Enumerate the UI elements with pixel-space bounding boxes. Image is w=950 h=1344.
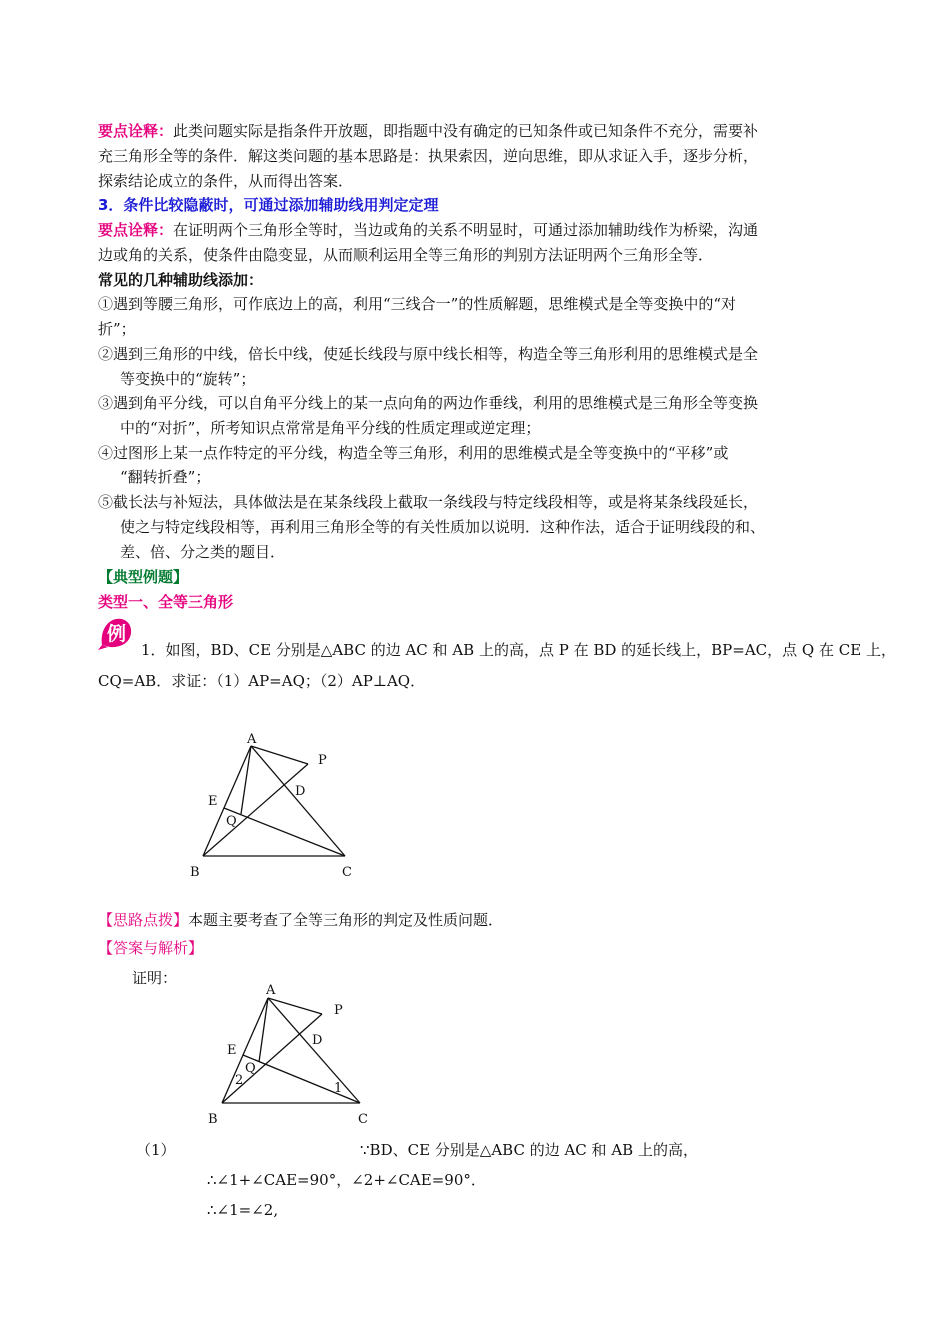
question-1-line-1: 1．如图，BD、CE 分别是△ABC 的边 AC 和 AB 上的高，点 P 在 BD 的延长线上，BP=AC，点 Q 在 CE 上，: [141, 641, 896, 659]
aux-item-3: ③遇到角平分线，可以自角平分线上的某一点向角的两边作垂线，利用的思维模式是三角形全等变换: [98, 394, 759, 412]
aux-item-5-cont: 使之与特定线段相等，再利用三角形全等的有关性质加以说明．这种作法，适合于证明线段的和、: [120, 518, 766, 536]
geometry-figure-2: [196, 978, 386, 1130]
label-c: C: [358, 1112, 368, 1127]
angle-2-label: 2: [235, 1073, 244, 1088]
aux-item-5-cont-2: 差、倍、分之类的题目．: [120, 543, 286, 561]
key-point-label: 要点诠释：: [98, 122, 174, 140]
proof-part-1-label: （1）: [136, 1141, 176, 1159]
aux-item-5: ⑤截长法与补短法，具体做法是在某条线段上截取一条线段与特定线段相等，或是将某条线段延长，: [98, 493, 759, 511]
label-p: P: [318, 753, 327, 768]
examples-heading: 【典型例题】: [98, 568, 189, 586]
question-1-line-2: CQ=AB．求证：（1）AP=AQ；（2）AP⊥AQ．: [98, 672, 426, 690]
aux-item-1: ①遇到等腰三角形，可作底边上的高，利用“三线合一”的性质解题，思维模式是全等变换中的“对: [98, 295, 737, 313]
key-point-label: 要点诠释：: [98, 221, 174, 239]
segment-bp: [203, 764, 308, 856]
label-d: D: [295, 784, 306, 799]
section-3-line-1: 要点诠释：在证明两个三角形全等时，当边或角的关系不明显时，可通过添加辅助线作为桥梁，沟通: [98, 221, 759, 239]
proof-step-3: ∴∠1=∠2,: [207, 1201, 279, 1219]
proof-step-2: ∴∠1+∠CAE=90°，∠2+∠CAE=90°．: [207, 1171, 486, 1189]
example-badge-icon: [98, 615, 134, 651]
label-e: E: [208, 794, 218, 809]
intro-line-1: 要点诠释：此类问题实际是指条件开放题，即指题中没有确定的已知条件或已知条件不充分，需要补: [98, 122, 759, 140]
hint-line: 【思路点拨】本题主要考查了全等三角形的判定及性质问题．: [98, 911, 504, 929]
label-a: A: [247, 732, 257, 747]
label-d: D: [312, 1033, 323, 1048]
label-a: A: [266, 983, 276, 998]
segment-ce: [224, 808, 345, 856]
label-q: Q: [226, 814, 237, 829]
section-3-line-2: 边或角的关系，使条件由隐变显，从而顺利运用全等三角形的判别方法证明两个三角形全等．: [98, 246, 714, 264]
label-c: C: [342, 865, 352, 880]
segment-ap: [268, 998, 322, 1014]
label-b: B: [190, 865, 200, 880]
aux-item-4: ④过图形上某一点作特定的平分线，构造全等三角形，利用的思维模式是全等变换中的“平移”或: [98, 444, 729, 462]
example-badge-text: 例: [107, 623, 127, 645]
label-q: Q: [245, 1061, 256, 1076]
aux-item-3-cont: 中的“对折”，所考知识点常常是角平分线的性质定理或逆定理；: [120, 419, 541, 437]
intro-line-2: 充三角形全等的条件．解这类问题的基本思路是：执果索因，逆向思维，即从求证入手，逐步分析，: [98, 147, 759, 165]
intro-line-3: 探索结论成立的条件，从而得出答案．: [98, 172, 354, 190]
aux-heading: 常见的几种辅助线添加：: [98, 271, 264, 289]
proof-step-1: ∵BD、CE 分别是△ABC 的边 AC 和 AB 上的高，: [360, 1141, 698, 1159]
section-3-heading: 3．条件比较隐蔽时，可通过添加辅助线用判定定理: [98, 196, 439, 214]
segment-ap: [251, 746, 308, 764]
label-b: B: [208, 1112, 218, 1127]
hint-label: 【思路点拨】: [98, 911, 189, 929]
label-p: P: [334, 1003, 343, 1018]
aux-item-4-cont: “翻转折叠”；: [120, 468, 211, 486]
label-e: E: [227, 1043, 237, 1058]
aux-item-1-cont: 折”；: [98, 320, 136, 338]
proof-intro: 证明：: [132, 969, 178, 987]
segment-ce: [243, 1055, 360, 1103]
geometry-figure-1: [180, 728, 380, 884]
type-1-heading: 类型一、全等三角形: [98, 593, 234, 611]
aux-item-2: ②遇到三角形的中线，倍长中线，使延长线段与原中线长相等，构造全等三角形利用的思维模式是全: [98, 345, 759, 363]
answer-label: 【答案与解析】: [98, 939, 204, 957]
segment-bp: [222, 1014, 322, 1103]
angle-1-label: 1: [334, 1081, 343, 1096]
aux-item-2-cont: 等变换中的“旋转”；: [120, 370, 256, 388]
